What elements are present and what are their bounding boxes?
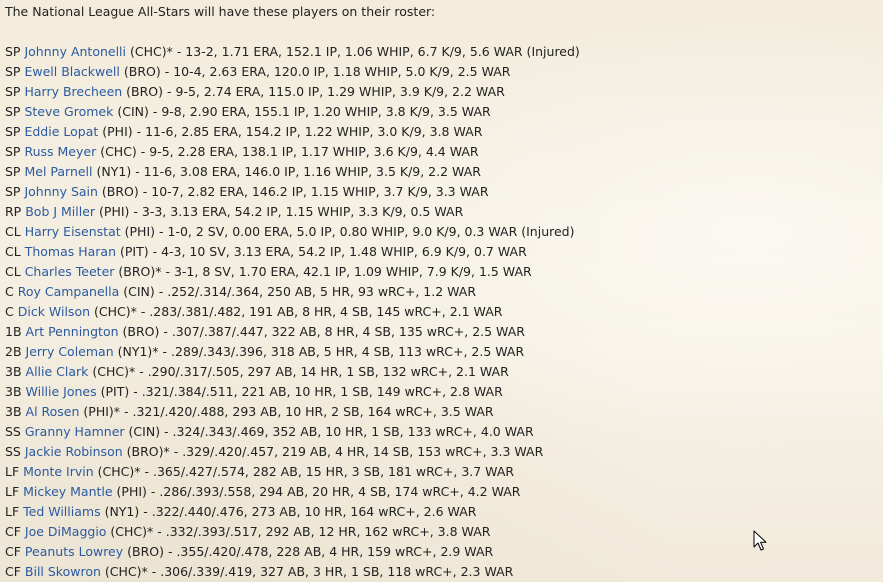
- roster-row: [5, 562, 883, 582]
- team-label: (NY1): [96, 164, 132, 179]
- player-name-link[interactable]: Dick Wilson: [17, 304, 91, 319]
- player-stats: - 9-5, 2.74 ERA, 115.0 IP, 1.29 WHIP, 3.9 K/9, 2.2 WAR: [163, 84, 505, 99]
- player-stats: - .283/.381/.482, 191 AB, 8 HR, 4 SB, 145 wRC+, 2.1 WAR: [136, 304, 503, 319]
- position-label: 3B: [5, 384, 22, 399]
- roster-row: [5, 142, 883, 162]
- position-label: SP: [5, 104, 21, 119]
- team-label: (PHI)*: [83, 404, 121, 419]
- message-body: [5, 2, 883, 582]
- blank-line: [5, 22, 883, 42]
- player-name-link[interactable]: Ewell Blackwell: [24, 64, 120, 79]
- mouse-pointer-icon: [753, 530, 767, 552]
- roster-row: [5, 42, 883, 62]
- player-stats: - .321/.420/.488, 293 AB, 10 HR, 2 SB, 164 wRC+, 3.5 WAR: [120, 404, 494, 419]
- player-name-link[interactable]: Mel Parnell: [24, 164, 93, 179]
- roster-row: [5, 442, 883, 462]
- player-name-link[interactable]: Steve Gromek: [24, 104, 114, 119]
- position-label: SP: [5, 44, 21, 59]
- player-stats: - .286/.393/.558, 294 AB, 20 HR, 4 SB, 174 wRC+, 4.2 WAR: [146, 484, 521, 499]
- player-stats: - .306/.339/.419, 327 AB, 3 HR, 1 SB, 118 wRC+, 2.3 WAR: [147, 564, 514, 579]
- team-label: (BRO)*: [118, 264, 162, 279]
- roster-row: [5, 62, 883, 82]
- player-stats: - .321/.384/.511, 221 AB, 10 HR, 1 SB, 149 wRC+, 2.8 WAR: [129, 384, 503, 399]
- team-label: (CHC)*: [97, 464, 141, 479]
- player-name-link[interactable]: Ted Williams: [23, 504, 101, 519]
- roster-row: [5, 162, 883, 182]
- roster-intro-text: The National League All-Stars will have these players on their roster:: [5, 4, 436, 19]
- position-label: SS: [5, 444, 21, 459]
- player-stats: - 1-0, 2 SV, 0.00 ERA, 5.0 IP, 0.80 WHIP, 9.0 K/9, 0.3 WAR (Injured): [155, 224, 575, 239]
- position-label: LF: [5, 504, 20, 519]
- player-name-link[interactable]: Thomas Haran: [24, 244, 116, 259]
- player-name-link[interactable]: Harry Eisenstat: [24, 224, 121, 239]
- player-name-link[interactable]: Art Pennington: [25, 324, 119, 339]
- player-stats: - 11-6, 2.85 ERA, 154.2 IP, 1.22 WHIP, 3.0 K/9, 3.8 WAR: [132, 124, 483, 139]
- position-label: LF: [5, 484, 20, 499]
- team-label: (NY1)*: [117, 344, 159, 359]
- position-label: C: [5, 304, 14, 319]
- player-name-link[interactable]: Johnny Sain: [24, 184, 98, 199]
- position-label: SP: [5, 164, 21, 179]
- roster-row: [5, 462, 883, 482]
- team-label: (CHC)*: [94, 304, 137, 319]
- roster-row: [5, 422, 883, 442]
- roster-row: [5, 302, 883, 322]
- team-label: (PIT): [119, 244, 149, 259]
- team-label: (CIN): [128, 424, 161, 439]
- position-label: SP: [5, 144, 21, 159]
- player-name-link[interactable]: Roy Campanella: [17, 284, 120, 299]
- roster-row: [5, 382, 883, 402]
- roster-row: [5, 342, 883, 362]
- roster-row: [5, 102, 883, 122]
- team-label: (CIN): [123, 284, 155, 299]
- position-label: CL: [5, 264, 21, 279]
- team-label: (PHI): [99, 204, 130, 219]
- player-stats: - .307/.387/.447, 322 AB, 8 HR, 4 SB, 135 wRC+, 2.5 WAR: [159, 324, 525, 339]
- team-label: (BRO): [123, 64, 161, 79]
- player-stats: - 11-6, 3.08 ERA, 146.0 IP, 1.16 WHIP, 3.5 K/9, 2.2 WAR: [131, 164, 481, 179]
- roster-row: [5, 82, 883, 102]
- player-stats: - 3-1, 8 SV, 1.70 ERA, 42.1 IP, 1.09 WHIP, 7.9 K/9, 1.5 WAR: [161, 264, 532, 279]
- position-label: SP: [5, 64, 21, 79]
- player-stats: - .365/.427/.574, 282 AB, 15 HR, 3 SB, 181 wRC+, 3.7 WAR: [140, 464, 515, 479]
- player-name-link[interactable]: Bill Skowron: [24, 564, 101, 579]
- player-name-link[interactable]: Willie Jones: [25, 384, 97, 399]
- roster-row: [5, 402, 883, 422]
- player-stats: - 3-3, 3.13 ERA, 54.2 IP, 1.15 WHIP, 3.3 K/9, 0.5 WAR: [129, 204, 464, 219]
- team-label: (PHI): [102, 124, 133, 139]
- player-name-link[interactable]: Al Rosen: [25, 404, 80, 419]
- player-stats: - .324/.343/.469, 352 AB, 10 HR, 1 SB, 133 wRC+, 4.0 WAR: [160, 424, 534, 439]
- position-label: CF: [5, 544, 21, 559]
- roster-list: [5, 42, 883, 582]
- position-label: LF: [5, 464, 20, 479]
- player-stats: - .289/.343/.396, 318 AB, 5 HR, 4 SB, 113 wRC+, 2.5 WAR: [158, 344, 525, 359]
- player-name-link[interactable]: Joe DiMaggio: [24, 524, 107, 539]
- roster-row: [5, 242, 883, 262]
- player-name-link[interactable]: Jackie Robinson: [24, 444, 123, 459]
- team-label: (CIN): [117, 104, 149, 119]
- position-label: CF: [5, 524, 21, 539]
- team-label: (CHC)*: [110, 524, 154, 539]
- position-label: SP: [5, 84, 21, 99]
- position-label: SP: [5, 184, 21, 199]
- position-label: 3B: [5, 404, 22, 419]
- roster-row: [5, 322, 883, 342]
- roster-row: [5, 482, 883, 502]
- player-stats: - .290/.317/.505, 297 AB, 14 HR, 1 SB, 132 wRC+, 2.1 WAR: [135, 364, 509, 379]
- player-name-link[interactable]: Russ Meyer: [24, 144, 97, 159]
- player-name-link[interactable]: Eddie Lopat: [24, 124, 99, 139]
- player-name-link[interactable]: Jerry Coleman: [25, 344, 114, 359]
- player-stats: - 13-2, 1.71 ERA, 152.1 IP, 1.06 WHIP, 6.7 K/9, 5.6 WAR (Injured): [172, 44, 580, 59]
- player-name-link[interactable]: Monte Irvin: [23, 464, 94, 479]
- roster-row: [5, 262, 883, 282]
- team-label: (CHC)*: [104, 564, 148, 579]
- position-label: CL: [5, 244, 21, 259]
- roster-row: [5, 542, 883, 562]
- player-name-link[interactable]: Peanuts Lowrey: [24, 544, 124, 559]
- position-label: RP: [5, 204, 22, 219]
- player-stats: - .329/.420/.457, 219 AB, 4 HR, 14 SB, 153 wRC+, 3.3 WAR: [169, 444, 544, 459]
- player-stats: - 10-7, 2.82 ERA, 146.2 IP, 1.15 WHIP, 3.7 K/9, 3.3 WAR: [138, 184, 489, 199]
- team-label: (NY1): [104, 504, 140, 519]
- player-stats: - .252/.314/.364, 250 AB, 5 HR, 93 wRC+, 1.2 WAR: [154, 284, 477, 299]
- position-label: SP: [5, 124, 21, 139]
- team-label: (CHC)*: [92, 364, 136, 379]
- position-label: 1B: [5, 324, 22, 339]
- player-stats: - 4-3, 10 SV, 3.13 ERA, 54.2 IP, 1.48 WHIP, 6.9 K/9, 0.7 WAR: [148, 244, 527, 259]
- player-stats: - .355/.420/.478, 228 AB, 4 HR, 159 wRC+, 2.9 WAR: [164, 544, 494, 559]
- player-stats: - .332/.393/.517, 292 AB, 12 HR, 162 wRC+, 3.8 WAR: [153, 524, 491, 539]
- team-label: (PHI): [116, 484, 147, 499]
- player-stats: - 10-4, 2.63 ERA, 120.0 IP, 1.18 WHIP, 5.0 K/9, 2.5 WAR: [160, 64, 511, 79]
- roster-row: [5, 282, 883, 302]
- roster-row: [5, 202, 883, 222]
- roster-row: [5, 182, 883, 202]
- team-label: (BRO): [101, 184, 139, 199]
- team-label: (BRO): [122, 324, 160, 339]
- player-stats: - 9-5, 2.28 ERA, 138.1 IP, 1.17 WHIP, 3.6 K/9, 4.4 WAR: [136, 144, 479, 159]
- position-label: 3B: [5, 364, 22, 379]
- position-label: 2B: [5, 344, 22, 359]
- roster-row: [5, 222, 883, 242]
- player-stats: - 9-8, 2.90 ERA, 155.1 IP, 1.20 WHIP, 3.8 K/9, 3.5 WAR: [148, 104, 491, 119]
- team-label: (PIT): [100, 384, 130, 399]
- roster-row: [5, 362, 883, 382]
- position-label: CF: [5, 564, 21, 579]
- roster-row: [5, 502, 883, 522]
- team-label: (PHI): [124, 224, 156, 239]
- roster-row: [5, 522, 883, 542]
- roster-row: [5, 122, 883, 142]
- player-name-link[interactable]: Johnny Antonelli: [24, 44, 126, 59]
- team-label: (BRO): [127, 544, 164, 559]
- position-label: SS: [5, 424, 21, 439]
- player-name-link[interactable]: Allie Clark: [25, 364, 89, 379]
- player-stats: - .322/.440/.476, 273 AB, 10 HR, 164 wRC+, 2.6 WAR: [139, 504, 477, 519]
- team-label: (BRO): [126, 84, 164, 99]
- player-name-link[interactable]: Charles Teeter: [24, 264, 115, 279]
- position-label: C: [5, 284, 14, 299]
- player-name-link[interactable]: Bob J Miller: [25, 204, 96, 219]
- team-label: (CHC): [100, 144, 137, 159]
- position-label: CL: [5, 224, 21, 239]
- player-name-link[interactable]: Granny Hamner: [24, 424, 125, 439]
- team-label: (BRO)*: [126, 444, 170, 459]
- player-name-link[interactable]: Harry Brecheen: [24, 84, 123, 99]
- player-name-link[interactable]: Mickey Mantle: [23, 484, 113, 499]
- team-label: (CHC)*: [129, 44, 173, 59]
